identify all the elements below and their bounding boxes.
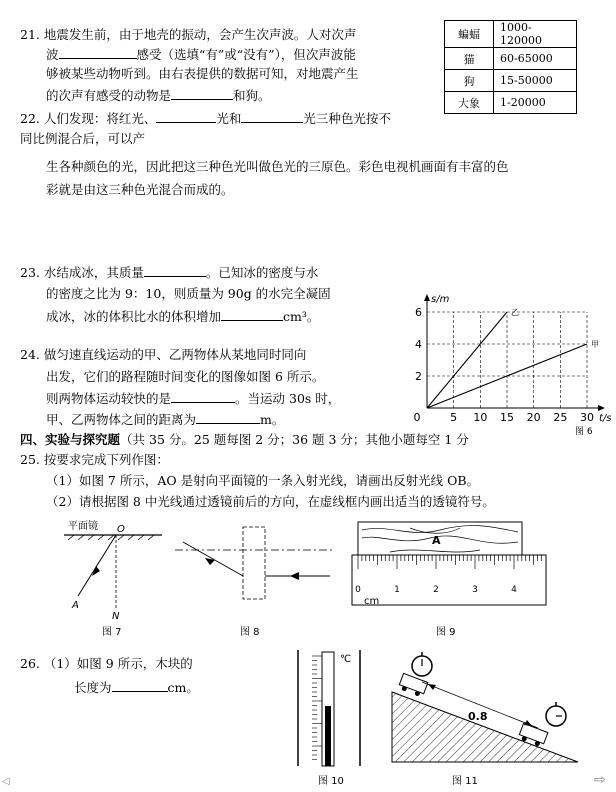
q22-line4: 彩就是由这三种色光混合而成的。 — [46, 182, 234, 197]
animal-cell: 狗 — [445, 70, 494, 92]
q21-line4: 的次声有感受的动物是 和狗。 — [46, 88, 271, 103]
figure-7-mirror[interactable] — [60, 518, 170, 620]
x-tick-label: 10 — [473, 411, 488, 424]
q25-part2: （2）请根据图 8 中光线通过透镜前后的方向，在虚线框内画出适当的透镜符号。 — [46, 494, 495, 509]
animal-cell: 蝙蝠 — [445, 21, 494, 48]
x-tick-label: 25 — [553, 411, 568, 424]
q21-blank-1[interactable] — [59, 46, 137, 59]
x-tick-label: 15 — [500, 411, 514, 424]
animal-cell: 猫 — [445, 48, 494, 70]
q21-line3: 够被某些动物听到。由右表提供的数据可知，对地震产生 — [46, 66, 359, 81]
fig7-label-a: A — [72, 600, 79, 611]
q23-blank-2[interactable] — [221, 308, 283, 321]
chart-caption: 图 6 — [575, 427, 593, 437]
distance-arrow-start — [428, 684, 436, 690]
fig7-caption: 图 7 — [102, 627, 122, 638]
cart-top — [398, 673, 428, 698]
q26-blank-1[interactable] — [112, 679, 168, 692]
q22-line2: 同比例混合后，可以产 — [20, 131, 146, 146]
q24-blank-2[interactable] — [196, 411, 260, 424]
table-row — [445, 92, 577, 114]
figure-10-thermometer — [296, 648, 368, 768]
fig7-mirror-label: 平面镜 — [68, 521, 98, 532]
outgoing-ray-arrow — [290, 572, 299, 580]
y-tick-label: 6 — [415, 306, 422, 319]
table-row — [445, 48, 577, 70]
q22-line1: 22. 人们发现：将红光、 光和 光三种色光按不 — [20, 111, 391, 126]
figure-6-chart — [405, 288, 615, 438]
q22-blank-2[interactable] — [241, 110, 303, 123]
fig9-unit: cm — [364, 596, 380, 607]
range-cell: 60-65000 — [494, 48, 577, 70]
ruler-tick-label: 4 — [511, 585, 517, 595]
figure-11-incline — [388, 650, 588, 770]
q24-line1: 24. 做匀速直线运动的甲、乙两物体从某地同时同向 — [20, 347, 307, 362]
x-tick-label: 0 — [413, 411, 421, 424]
animal-cell: 大象 — [445, 92, 494, 114]
x-axis-arrow — [598, 405, 605, 411]
table-row — [445, 70, 577, 92]
figure-8-lens-box[interactable] — [175, 522, 335, 604]
hearing-range-table — [444, 20, 577, 114]
q23-line2: 的密度之比为 9：10，则质量为 90g 的水完全凝固 — [46, 286, 331, 301]
ruler-tick-label: 2 — [433, 585, 439, 595]
range-cell: 1-20000 — [494, 92, 577, 114]
y-tick-label: 2 — [415, 370, 422, 383]
x-axis-label: t/s — [599, 413, 612, 424]
thermo-liquid — [325, 706, 331, 766]
q23-line3: 成冰，冰的体积比水的体积增加 cm³。 — [46, 309, 320, 324]
stopwatch-bottom-icon — [546, 702, 566, 726]
fig11-label: 0.8 — [468, 710, 488, 723]
mirror-hatching — [68, 535, 154, 540]
series-label: 乙 — [511, 308, 519, 317]
fig7-label-o: O — [117, 524, 125, 535]
ruler-tick-label: 1 — [394, 585, 400, 595]
fig10-caption: 图 10 — [318, 776, 344, 787]
q25-line1: 25. 按要求完成下列作图： — [20, 452, 169, 467]
ruler-tick-label: 0 — [355, 585, 361, 595]
ruler-body — [352, 555, 546, 605]
q22-blank-1[interactable] — [156, 110, 216, 123]
q22-line3: 生各种颜色的光，因此把这三种色光叫做色光的三原色。彩色电视机画面有丰富的色 — [46, 159, 509, 174]
y-axis-arrow — [424, 294, 430, 301]
section-4-heading: 四、实验与探究题（共 35 分。25 题每图 2 分；36 题 3 分；其他小题每空 1 分 — [20, 432, 469, 447]
fig9-label-a: A — [432, 534, 441, 547]
q23-line1: 23. 水结成冰，其质量 。已知冰的密度与水 — [20, 265, 319, 280]
range-cell: 15-50000 — [494, 70, 577, 92]
incident-ray — [78, 535, 116, 596]
q21-blank-2[interactable] — [171, 87, 233, 100]
x-tick-label: 20 — [526, 411, 541, 424]
lens-dashed-box — [243, 527, 265, 599]
fig7-label-n: N — [112, 611, 120, 622]
fig9-caption: 图 9 — [436, 627, 456, 638]
q21-line1: 21. 地震发生前，由于地壳的振动，会产生次声波。人对次声 — [20, 27, 357, 42]
q24-line3: 则两物体运动较快的是 。当运动 30s 时， — [46, 391, 341, 406]
q24-line4: 甲、乙两物体之间的距离为 m。 — [46, 412, 285, 427]
nav-next-icon[interactable]: ⇨ — [594, 772, 606, 788]
q26-line2: 长度为 cm。 — [74, 680, 199, 695]
stopwatch-top-icon — [412, 652, 432, 676]
x-tick-label: 5 — [450, 411, 458, 424]
distance-arrow-end — [524, 720, 532, 726]
q24-blank-1[interactable] — [171, 390, 235, 403]
q26-line1: 26. （1）如图 9 所示，木块的 — [20, 656, 193, 671]
q23-blank-1[interactable] — [144, 264, 206, 277]
y-axis-label: s/m — [431, 294, 450, 305]
thermo-ticks — [312, 656, 322, 760]
fig11-caption: 图 11 — [452, 776, 478, 787]
q21-line2: 波 感受（选填“有”或“没有”），但次声波能 — [46, 47, 356, 62]
range-cell: 1000-120000 — [494, 21, 577, 48]
fig8-caption: 图 8 — [240, 627, 260, 638]
x-tick-label: 30 — [580, 411, 594, 424]
figure-9-ruler — [350, 518, 550, 610]
series-label: 甲 — [591, 340, 599, 349]
incoming-ray — [183, 542, 243, 576]
y-tick-label: 4 — [415, 338, 422, 351]
q25-part1: （1）如图 7 所示，AO 是射向平面镜的一条入射光线，请画出反射光线 OB。 — [46, 473, 480, 488]
ruler-tick-label: 3 — [472, 585, 478, 595]
nav-prev-icon[interactable]: ◁ — [2, 776, 10, 787]
fig10-unit: ℃ — [340, 654, 352, 665]
q24-line2: 出发，它们的路程随时间变化的图像如图 6 所示。 — [46, 369, 325, 384]
incline-slope — [392, 692, 578, 762]
table-row — [445, 21, 577, 48]
series-line — [427, 312, 507, 408]
